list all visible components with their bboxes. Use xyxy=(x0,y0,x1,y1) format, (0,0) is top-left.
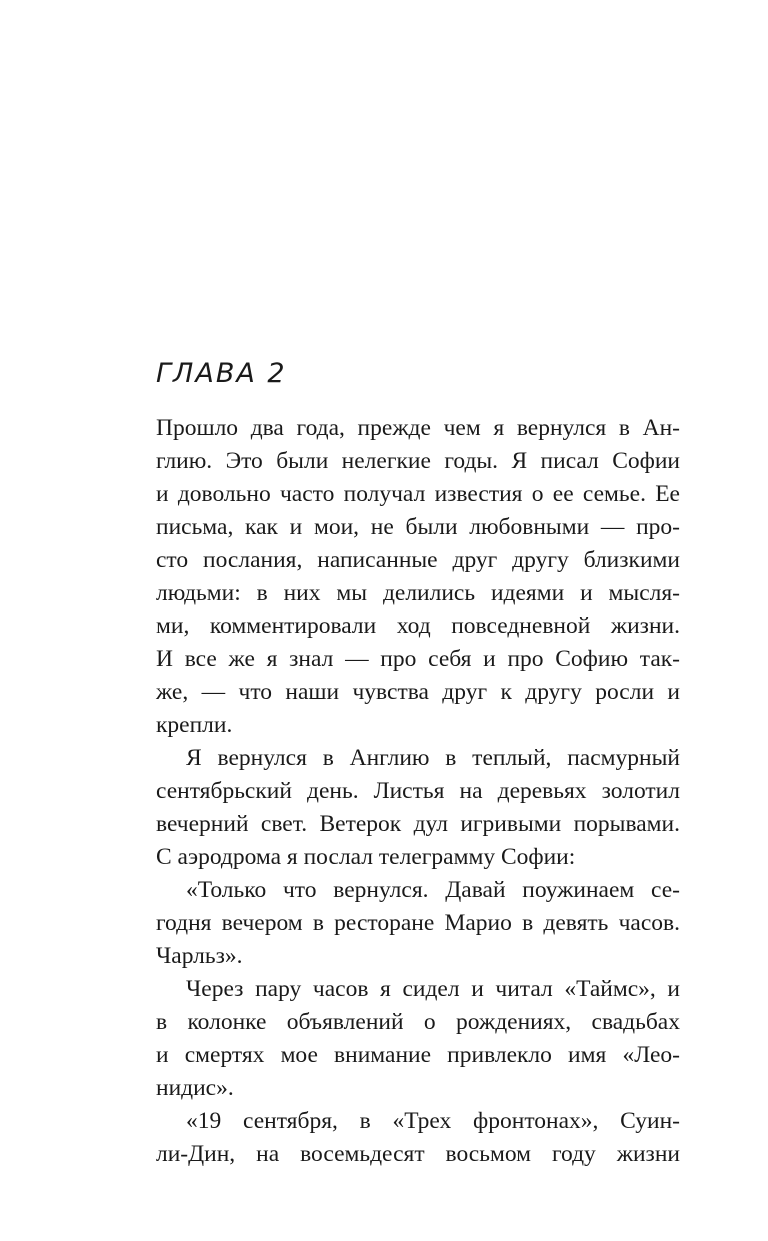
text-line: Я вернулся в Англию в теплый, пасмурный xyxy=(186,745,680,771)
text-line: ми, комментировали ход повседневной жизни. xyxy=(156,613,680,639)
text-line: Чарльз». xyxy=(156,943,243,969)
text-line: письма, как и мои, не были любовными — про- xyxy=(156,514,680,540)
text-line: «Только что вернулся. Давай поужинаем се- xyxy=(186,877,680,903)
text-line: «19 сентября, в «Трех фронтонах», Суин- xyxy=(186,1108,680,1134)
text-line: нидис». xyxy=(156,1075,234,1101)
chapter-title: ГЛАВА 2 xyxy=(156,358,287,389)
text-line: годня вечером в ресторане Марио в девять часов. xyxy=(156,910,680,936)
text-line: И все же я знал — про себя и про Софию так- xyxy=(156,646,680,672)
text-line: глию. Это были нелегкие годы. Я писал Софии xyxy=(156,448,680,474)
text-line: в колонке объявлений о рождениях, свадьбах xyxy=(156,1009,680,1035)
text-line: и довольно часто получал известия о ее семье. Ее xyxy=(156,481,680,507)
text-line: Через пару часов я сидел и читал «Таймс», и xyxy=(186,976,680,1002)
text-line: и смертях мое внимание привлекло имя «Лео- xyxy=(156,1042,680,1068)
text-line: С аэродрома я послал телеграмму Софии: xyxy=(156,844,576,870)
text-line: сто послания, написанные друг другу близкими xyxy=(156,547,680,573)
text-line: же, — что наши чувства друг к другу росли и xyxy=(156,679,680,705)
text-line: людьми: в них мы делились идеями и мысля- xyxy=(156,580,680,606)
text-line: ли-Дин, на восемьдесят восьмом году жизни xyxy=(156,1141,680,1167)
text-line: крепли. xyxy=(156,712,233,738)
text-line: Прошло два года, прежде чем я вернулся в Ан- xyxy=(156,415,680,441)
text-line: вечерний свет. Ветерок дул игривыми порывами. xyxy=(156,811,680,837)
text-line: сентябрьский день. Листья на деревьях золотил xyxy=(156,778,680,804)
